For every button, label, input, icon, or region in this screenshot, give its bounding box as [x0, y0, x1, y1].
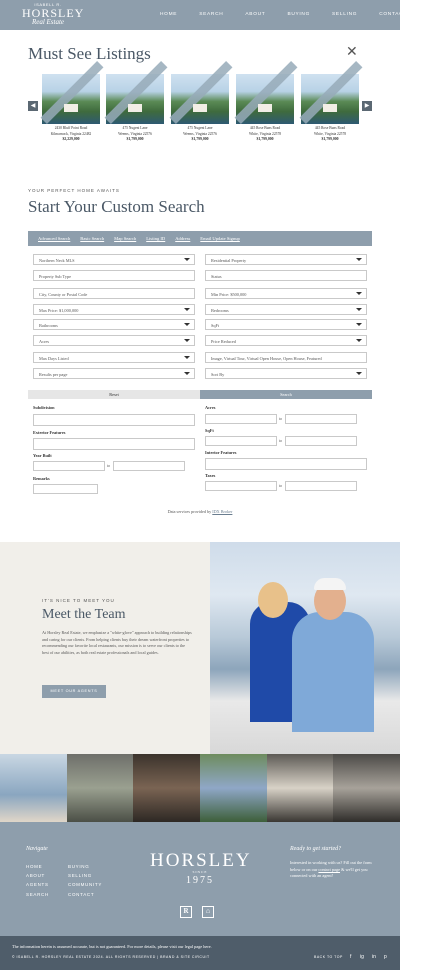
- remarks-label: Remarks: [33, 476, 50, 481]
- listing-city: White, Virginia 22578: [313, 132, 347, 137]
- reset-button[interactable]: Reset: [28, 390, 200, 399]
- monogram-since: SINCE: [192, 870, 208, 874]
- listing-card[interactable]: [171, 74, 229, 141]
- bathrooms-select[interactable]: [33, 319, 195, 330]
- listing-photo: [236, 74, 294, 124]
- min-price-select[interactable]: [205, 288, 367, 299]
- tab-email-signup[interactable]: Email Update Signup: [200, 236, 240, 241]
- listing-photo: [106, 74, 164, 124]
- ready-title: Ready to get started?: [290, 846, 342, 852]
- location-input[interactable]: [33, 288, 195, 299]
- footer-nav-col2: [68, 862, 102, 899]
- listing-address: 475 Nugent Lane: [122, 126, 148, 130]
- listing-city: Weems, Virginia 22576: [118, 132, 152, 137]
- year-built-min-input[interactable]: [33, 461, 105, 471]
- property-type-select[interactable]: [205, 254, 367, 265]
- chevron-left-icon[interactable]: ◀: [28, 101, 38, 111]
- taxes-max-input[interactable]: [285, 481, 357, 491]
- contact-page-link[interactable]: contact page: [318, 866, 340, 872]
- logo-line2: HORSLEY: [22, 6, 85, 20]
- listing-price: $2,229,000: [62, 136, 80, 141]
- exterior-features-input[interactable]: [33, 438, 195, 450]
- listing-address: 2430 Bluff Point Road: [54, 126, 88, 130]
- tab-map-search[interactable]: Map Search: [114, 236, 137, 241]
- range-to-text: to: [279, 483, 283, 488]
- listing-price: $1,799,000: [126, 136, 144, 141]
- interior-features-input[interactable]: [205, 458, 367, 470]
- sqft-min-input[interactable]: [205, 436, 277, 446]
- nav-home[interactable]: HOME: [160, 12, 178, 17]
- results-per-page-value: Results per page: [39, 372, 68, 377]
- remarks-input[interactable]: [33, 484, 98, 494]
- exterior-features-label: Exterior Features: [33, 430, 66, 435]
- footer-link-search[interactable]: SEARCH: [26, 891, 49, 897]
- person-man: [292, 612, 374, 732]
- min-price-value: Min Price: $500,000: [211, 292, 247, 297]
- taxes-min-input[interactable]: [205, 481, 277, 491]
- max-price-select[interactable]: [33, 304, 195, 315]
- sort-by-select[interactable]: [205, 368, 367, 379]
- sqft-select[interactable]: [205, 319, 367, 330]
- listing-address: 445 Rose Buns Road: [314, 126, 346, 130]
- listing-price: $1,799,000: [321, 136, 339, 141]
- subdivision-input[interactable]: [33, 414, 195, 426]
- search-tabs: [28, 231, 372, 246]
- search-button[interactable]: Search: [200, 390, 372, 399]
- listing-photo: [171, 74, 229, 124]
- acres-select[interactable]: [33, 335, 195, 346]
- tab-advanced-search[interactable]: Advanced Search: [38, 236, 71, 241]
- chevron-down-icon: [184, 339, 190, 342]
- footer-link-agents[interactable]: AGENTS: [26, 882, 49, 888]
- sqft-max-input[interactable]: [285, 436, 357, 446]
- site-logo[interactable]: [22, 2, 85, 26]
- listings-title: Must See Listings: [28, 44, 151, 63]
- ready-text: [290, 860, 376, 880]
- footer-nav-title: Navigate: [26, 846, 48, 852]
- sqft-label: SqFt: [205, 428, 214, 433]
- tab-listing-id[interactable]: Listing ID: [146, 236, 166, 241]
- results-per-page-select[interactable]: [33, 368, 195, 379]
- footer-badges: [180, 906, 214, 918]
- close-icon[interactable]: ✕: [346, 45, 358, 60]
- facebook-icon[interactable]: f: [350, 954, 352, 960]
- taxes-label: Taxes: [205, 473, 216, 478]
- meet-agents-button[interactable]: MEET OUR AGENTS: [42, 685, 106, 698]
- year-built-max-input[interactable]: [113, 461, 185, 471]
- chevron-down-icon: [356, 308, 362, 311]
- listing-card[interactable]: [301, 74, 359, 141]
- instagram-icon[interactable]: ig: [360, 954, 364, 960]
- chevron-down-icon: [356, 339, 362, 342]
- max-days-select[interactable]: [33, 352, 195, 363]
- chevron-down-icon: [184, 308, 190, 311]
- listing-city: White, Virginia 22578: [248, 132, 282, 137]
- ready-text-part1: Interested in working with us? Fill out the form below or on our: [290, 860, 372, 872]
- range-to-text: to: [279, 416, 283, 421]
- team-kicker: IT'S NICE TO MEET YOU: [42, 598, 115, 603]
- acres-max-input[interactable]: [285, 414, 357, 424]
- nav-about[interactable]: ABOUT: [245, 12, 266, 17]
- listing-address: 445 Rose Buns Road: [249, 126, 281, 130]
- chevron-down-icon: [356, 372, 362, 375]
- team-title: Meet the Team: [42, 607, 126, 622]
- bathrooms-value: Bathrooms: [39, 323, 58, 328]
- monogram-name: HORSLEY: [150, 850, 252, 871]
- footer-nav-col1: [26, 862, 49, 899]
- listing-card[interactable]: [236, 74, 294, 141]
- site-header: [0, 0, 407, 30]
- listing-photo: [301, 74, 359, 124]
- sqft-value: SqFt: [211, 323, 220, 328]
- listing-photo: [42, 74, 100, 124]
- ready-text-part2: & we'll get you connected with an agent!: [290, 866, 368, 879]
- status-field[interactable]: [205, 270, 367, 281]
- photo-strip: [0, 754, 400, 822]
- strip-photo: [67, 754, 134, 822]
- nav-contact[interactable]: CONTACT: [379, 12, 407, 17]
- chevron-right-icon[interactable]: ▶: [362, 101, 372, 111]
- tab-basic-search[interactable]: Basic Search: [80, 236, 105, 241]
- linkedin-icon[interactable]: in: [372, 954, 376, 960]
- nav-search[interactable]: SEARCH: [199, 12, 224, 17]
- location-placeholder: City, County or Postal Code: [39, 292, 88, 297]
- copyright-text: © ISABELL R. HORSLEY REAL ESTATE 2024. ALL RIGHTS RESERVED | BRAND & SITE CIRCUIT: [12, 955, 210, 959]
- strip-photo: [200, 754, 267, 822]
- property-subtype-value: Property Sub Type: [39, 274, 72, 279]
- horsley-monogram: [150, 850, 250, 886]
- chevron-down-icon: [184, 372, 190, 375]
- bottom-bar: [0, 936, 400, 970]
- team-text-panel: [0, 542, 210, 754]
- footer-link-about[interactable]: ABOUT: [26, 873, 46, 879]
- acres-min-input[interactable]: [205, 414, 277, 424]
- subdivision-label: Subdivision: [33, 405, 55, 410]
- max-days-value: Max Days Listed: [39, 356, 69, 361]
- back-to-top-link[interactable]: BACK TO TOP: [314, 955, 343, 959]
- search-kicker: YOUR PERFECT HOME AWAITS: [28, 188, 120, 193]
- listing-city: Weems, Virginia 22576: [183, 132, 217, 137]
- realtor-icon: R: [180, 906, 192, 918]
- bedrooms-value: Bedrooms: [211, 308, 229, 313]
- chevron-down-icon: [184, 356, 190, 359]
- range-to-text: to: [107, 463, 111, 468]
- max-price-value: Max Price: $1,000,000: [39, 308, 79, 313]
- acres-value: Acres: [39, 339, 50, 344]
- footer-link-contact[interactable]: CONTACT: [68, 891, 95, 897]
- year-built-label: Year Built: [33, 453, 52, 458]
- chevron-down-icon: [184, 323, 190, 326]
- strip-photo: [267, 754, 334, 822]
- range-to-text: to: [279, 438, 283, 443]
- chevron-down-icon: [356, 258, 362, 261]
- bedrooms-select[interactable]: [205, 304, 367, 315]
- listing-price: $1,799,000: [191, 136, 209, 141]
- mls-select[interactable]: [33, 254, 195, 265]
- site-footer: [0, 822, 400, 936]
- features-value: Image, Virtual Tour, Virtual Open House, Open House, Featured: [211, 356, 322, 361]
- footer-link-community[interactable]: COMMUNITY: [68, 882, 103, 888]
- data-credit: [0, 509, 400, 514]
- price-reduced-value: Price Reduced: [211, 339, 236, 344]
- listing-city: Kilmarnock, Virginia 22482: [50, 132, 92, 137]
- team-section: [0, 542, 400, 754]
- mls-select-value: Northern Neck MLS: [39, 258, 75, 263]
- person-woman-head: [258, 582, 288, 618]
- listing-card[interactable]: [42, 74, 100, 141]
- sort-by-value: Sort By: [211, 372, 225, 377]
- interior-features-label: Interior Features: [205, 450, 237, 455]
- chevron-down-icon: [356, 292, 362, 295]
- strip-photo: [333, 754, 400, 822]
- team-photo: [210, 542, 400, 754]
- team-paragraph: At Horsley Real Estate, we emphasize a "white-glove" approach to building relationships and caring for our clients. From helping clients buy their dream waterfront properties to recommending our favorite local restaurants, our mission is to serve our clients to the best of our abilities, as both real estate professionals and local guides.: [42, 630, 192, 656]
- footer-link-selling[interactable]: SELLING: [68, 873, 92, 879]
- logo-line1: ISABELL R.: [34, 2, 62, 7]
- footer-link-buying[interactable]: BUYING: [68, 864, 90, 869]
- cap: [314, 578, 346, 590]
- nav-buying[interactable]: BUYING: [287, 12, 311, 17]
- status-value: Status: [211, 274, 222, 279]
- chevron-down-icon: [184, 258, 190, 261]
- listing-address: 475 Nugent Lane: [187, 126, 213, 130]
- property-subtype-field[interactable]: [33, 270, 195, 281]
- pinterest-icon[interactable]: p: [384, 954, 387, 960]
- price-reduced-select[interactable]: [205, 335, 367, 346]
- listing-price: $1,799,000: [256, 136, 274, 141]
- footer-link-home[interactable]: HOME: [26, 864, 43, 869]
- logo-line3: Real Estate: [31, 18, 65, 26]
- listing-card[interactable]: [106, 74, 164, 141]
- strip-photo: [0, 754, 67, 822]
- strip-photo: [133, 754, 200, 822]
- listings-carousel: [40, 74, 362, 144]
- disclaimer-text: The information herein is assumed accurate, but is not guaranteed. For more details, please visit our legal page here.: [12, 944, 212, 949]
- credit-text: Data services provided by: [167, 509, 212, 514]
- main-nav: [160, 12, 429, 17]
- idx-broker-link[interactable]: IDX Broker: [212, 509, 233, 514]
- chevron-down-icon: [356, 323, 362, 326]
- property-type-value: Residential Property: [211, 258, 247, 263]
- search-title: Start Your Custom Search: [28, 197, 205, 216]
- nav-selling[interactable]: SELLING: [332, 12, 358, 17]
- acres-label: Acres: [205, 405, 216, 410]
- equal-housing-icon: ⌂: [202, 906, 214, 918]
- monogram-year: 1975: [186, 875, 214, 886]
- tab-address[interactable]: Address: [175, 236, 191, 241]
- features-field[interactable]: [205, 352, 367, 363]
